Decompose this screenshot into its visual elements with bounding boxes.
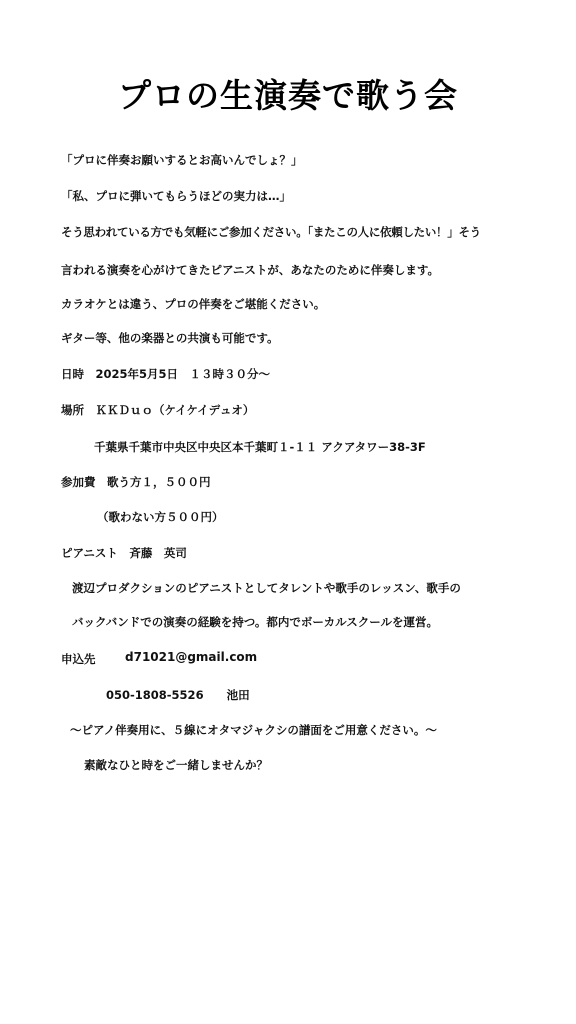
- venue-address: 千葉県千葉市中央区中央区本千葉町１-１１ アクアタワー38-3F: [94, 440, 426, 454]
- intro-quote-2: 「私、プロに弾いてもらうほどの実力は…」: [61, 189, 291, 203]
- pianist-bio-line-2: バックバンドでの演奏の経験を持つ。都内でボーカルスクールを運営。: [72, 615, 439, 629]
- intro-body-line-3: カラオケとは違う、プロの伴奏をご堪能ください。: [61, 297, 326, 311]
- intro-body-line-1: そう思われている方でも気軽にご参加ください。「またこの人に依頼したい！」そう: [61, 225, 481, 239]
- intro-quote-1: 「プロに伴奏お願いするとお高いんでしょ？」: [61, 153, 303, 167]
- fee-note: （歌わない方５００円）: [97, 510, 224, 524]
- event-venue: 場所 ＫＫＤｕｏ（ケイケイデュオ）: [61, 403, 255, 417]
- intro-body-line-2: 言われる演奏を心がけてきたピアニストが、あなたのために伴奏します。: [61, 263, 440, 277]
- pianist-name: ピアニスト 斉藤 英司: [61, 546, 187, 560]
- participation-fee: 参加費 歌う方１，５００円: [61, 475, 211, 489]
- closing-invitation: 素敵なひと時をご一緒しませんか？: [84, 758, 268, 772]
- pianist-bio-line-1: 渡辺プロダクションのピアニストとしてタレントや歌手のレッスン、歌手の: [72, 581, 461, 595]
- sheet-music-note: 〜ピアノ伴奏用に、５線にオタマジャクシの譜面をご用意ください。〜: [70, 723, 437, 737]
- contact-email: d71021@gmail.com: [125, 650, 258, 664]
- page-title: プロの生演奏で歌う会: [118, 76, 458, 115]
- event-date: 日時 2025年5月5日 １３時３０分〜: [61, 367, 271, 381]
- intro-body-line-4: ギター等、他の楽器との共演も可能です。: [61, 331, 279, 345]
- contact-label: 申込先: [61, 652, 96, 666]
- contact-phone: 050-1808-5526 池田: [106, 688, 250, 702]
